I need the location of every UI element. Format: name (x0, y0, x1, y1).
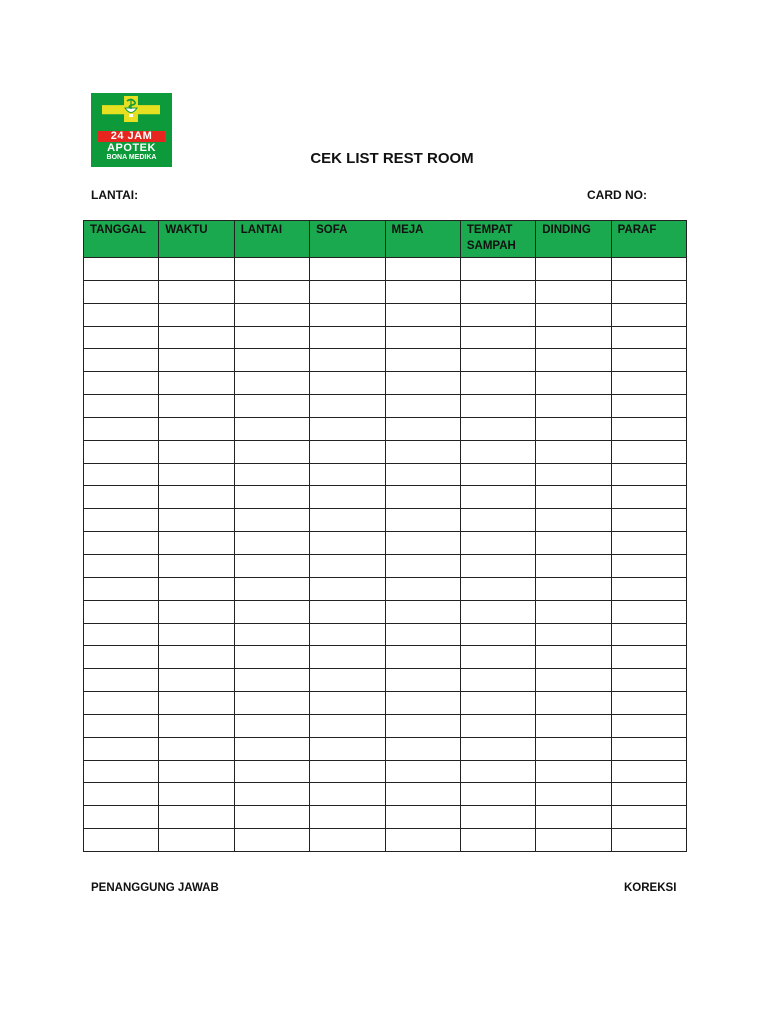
table-cell (611, 554, 686, 577)
table-cell (460, 783, 535, 806)
table-cell (460, 372, 535, 395)
column-header-tanggal: TANGGAL (84, 221, 159, 258)
table-cell (611, 646, 686, 669)
table-cell (159, 349, 234, 372)
table-cell (536, 417, 611, 440)
table-cell (159, 463, 234, 486)
table-cell (234, 509, 309, 532)
table-cell (234, 326, 309, 349)
table-cell (310, 646, 385, 669)
table-cell (536, 692, 611, 715)
table-cell (310, 532, 385, 555)
table-cell (84, 509, 159, 532)
table-cell (234, 280, 309, 303)
table-cell (234, 372, 309, 395)
table-cell (611, 509, 686, 532)
table-cell (84, 783, 159, 806)
table-cell (611, 714, 686, 737)
table-cell (536, 280, 611, 303)
table-cell (159, 783, 234, 806)
table-cell (460, 349, 535, 372)
table-cell (310, 760, 385, 783)
table-row (84, 395, 687, 418)
table-cell (159, 600, 234, 623)
table-cell (536, 349, 611, 372)
table-cell (84, 280, 159, 303)
table-cell (611, 280, 686, 303)
table-cell (310, 783, 385, 806)
table-cell (159, 669, 234, 692)
table-cell (84, 623, 159, 646)
table-cell (84, 395, 159, 418)
table-cell (159, 714, 234, 737)
table-cell (611, 760, 686, 783)
table-row (84, 258, 687, 281)
table-cell (84, 554, 159, 577)
table-cell (611, 692, 686, 715)
table-cell (460, 395, 535, 418)
table-cell (234, 440, 309, 463)
column-header-dinding: DINDING (536, 221, 611, 258)
table-cell (310, 737, 385, 760)
table-cell (84, 417, 159, 440)
table-cell (611, 417, 686, 440)
table-cell (460, 440, 535, 463)
table-row (84, 714, 687, 737)
table-cell (536, 669, 611, 692)
table-cell (310, 806, 385, 829)
logo-apotek-text: APOTEK (107, 142, 156, 154)
table-cell (310, 486, 385, 509)
column-header-waktu: WAKTU (159, 221, 234, 258)
correction-label: KOREKSI (624, 882, 677, 894)
logo-bona-medika-text: BONA MEDIKA (106, 154, 157, 161)
table-cell (611, 600, 686, 623)
table-cell (611, 440, 686, 463)
table-cell (234, 646, 309, 669)
table-cell (611, 783, 686, 806)
table-cell (611, 829, 686, 852)
column-header-paraf: PARAF (611, 221, 686, 258)
table-cell (234, 692, 309, 715)
table-cell (385, 303, 460, 326)
table-cell (611, 669, 686, 692)
table-row (84, 577, 687, 600)
table-cell (310, 463, 385, 486)
table-cell (385, 417, 460, 440)
table-header-row (84, 221, 687, 258)
table-cell (385, 600, 460, 623)
table-cell (234, 554, 309, 577)
table-cell (460, 486, 535, 509)
table-cell (84, 669, 159, 692)
table-row (84, 349, 687, 372)
table-cell (385, 623, 460, 646)
table-cell (536, 714, 611, 737)
table-cell (234, 417, 309, 440)
table-cell (159, 760, 234, 783)
table-cell (460, 303, 535, 326)
table-cell (159, 486, 234, 509)
table-cell (385, 372, 460, 395)
table-cell (159, 417, 234, 440)
table-cell (536, 577, 611, 600)
column-header-sofa: SOFA (310, 221, 385, 258)
table-cell (310, 349, 385, 372)
table-cell (159, 737, 234, 760)
table-cell (84, 486, 159, 509)
table-cell (159, 692, 234, 715)
column-header-lantai: LANTAI (234, 221, 309, 258)
table-cell (536, 258, 611, 281)
table-cell (84, 829, 159, 852)
table-cell (611, 372, 686, 395)
table-cell (611, 258, 686, 281)
table-cell (84, 303, 159, 326)
table-cell (536, 623, 611, 646)
table-cell (310, 829, 385, 852)
table-cell (385, 737, 460, 760)
table-cell (159, 829, 234, 852)
table-cell (536, 760, 611, 783)
table-cell (460, 417, 535, 440)
table-cell (536, 829, 611, 852)
table-cell (385, 646, 460, 669)
table-cell (385, 395, 460, 418)
table-cell (234, 349, 309, 372)
table-cell (385, 280, 460, 303)
table-row (84, 303, 687, 326)
table-cell (159, 280, 234, 303)
table-cell (234, 303, 309, 326)
table-cell (536, 486, 611, 509)
table-cell (385, 692, 460, 715)
table-row (84, 600, 687, 623)
table-cell (460, 692, 535, 715)
table-cell (385, 760, 460, 783)
table-cell (310, 554, 385, 577)
table-cell (84, 806, 159, 829)
table-cell (536, 554, 611, 577)
table-cell (234, 714, 309, 737)
table-cell (460, 829, 535, 852)
table-cell (159, 509, 234, 532)
table-cell (310, 395, 385, 418)
table-cell (84, 372, 159, 395)
table-cell (460, 554, 535, 577)
table-cell (536, 532, 611, 555)
table-cell (234, 783, 309, 806)
table-cell (536, 806, 611, 829)
table-row (84, 783, 687, 806)
table-cell (84, 600, 159, 623)
table-cell (84, 326, 159, 349)
table-cell (385, 486, 460, 509)
table-cell (460, 509, 535, 532)
logo-24-jam-badge: 24 JAM (98, 131, 165, 142)
table-cell (460, 714, 535, 737)
column-header-meja: MEJA (385, 221, 460, 258)
table-cell (234, 737, 309, 760)
table-cell (460, 577, 535, 600)
column-header-tempat-sampah: TEMPAT SAMPAH (460, 221, 535, 258)
table-cell (385, 258, 460, 281)
table-cell (611, 349, 686, 372)
table-cell (234, 258, 309, 281)
floor-field-label: LANTAI: (91, 188, 139, 202)
table-cell (84, 349, 159, 372)
table-cell (310, 623, 385, 646)
table-cell (611, 577, 686, 600)
table-cell (234, 829, 309, 852)
table-cell (84, 692, 159, 715)
table-cell (159, 577, 234, 600)
table-cell (159, 303, 234, 326)
table-cell (536, 303, 611, 326)
table-cell (536, 395, 611, 418)
table-cell (234, 760, 309, 783)
table-cell (310, 509, 385, 532)
table-cell (84, 577, 159, 600)
table-cell (385, 440, 460, 463)
table-cell (536, 463, 611, 486)
table-row (84, 554, 687, 577)
table-cell (310, 258, 385, 281)
table-row (84, 440, 687, 463)
table-cell (460, 806, 535, 829)
table-cell (310, 600, 385, 623)
table-cell (611, 623, 686, 646)
mortar-snake-icon (121, 97, 141, 119)
table-cell (84, 760, 159, 783)
table-cell (460, 326, 535, 349)
table-cell (84, 258, 159, 281)
table-cell (310, 303, 385, 326)
table-cell (385, 577, 460, 600)
table-cell (385, 783, 460, 806)
table-cell (385, 349, 460, 372)
table-cell (460, 669, 535, 692)
table-cell (385, 463, 460, 486)
table-cell (460, 532, 535, 555)
table-cell (84, 463, 159, 486)
person-in-charge-label: PENANGGUNG JAWAB (91, 882, 219, 894)
table-cell (84, 440, 159, 463)
table-cell (385, 326, 460, 349)
table-cell (84, 737, 159, 760)
card-number-field-label: CARD NO: (587, 188, 647, 202)
table-cell (611, 395, 686, 418)
table-cell (310, 417, 385, 440)
table-cell (234, 623, 309, 646)
table-row (84, 280, 687, 303)
table-cell (460, 623, 535, 646)
table-cell (310, 280, 385, 303)
table-row (84, 692, 687, 715)
table-cell (536, 783, 611, 806)
table-cell (159, 646, 234, 669)
table-cell (611, 326, 686, 349)
table-row (84, 463, 687, 486)
table-cell (84, 714, 159, 737)
table-cell (460, 258, 535, 281)
table-cell (234, 395, 309, 418)
table-row (84, 326, 687, 349)
table-row (84, 417, 687, 440)
table-cell (159, 806, 234, 829)
table-cell (536, 509, 611, 532)
table-cell (310, 692, 385, 715)
table-cell (310, 440, 385, 463)
table-cell (611, 486, 686, 509)
table-row (84, 532, 687, 555)
table-cell (310, 326, 385, 349)
table-cell (460, 600, 535, 623)
table-cell (385, 554, 460, 577)
table-row (84, 646, 687, 669)
table-cell (159, 532, 234, 555)
table-cell (536, 326, 611, 349)
table-row (84, 806, 687, 829)
table-cell (159, 440, 234, 463)
table-cell (460, 646, 535, 669)
table-cell (159, 326, 234, 349)
table-cell (159, 372, 234, 395)
table-cell (159, 554, 234, 577)
table-cell (159, 258, 234, 281)
table-cell (310, 372, 385, 395)
table-cell (234, 577, 309, 600)
table-cell (234, 806, 309, 829)
table-cell (310, 669, 385, 692)
table-cell (84, 532, 159, 555)
table-cell (234, 463, 309, 486)
table-cell (385, 669, 460, 692)
table-row (84, 829, 687, 852)
table-cell (460, 463, 535, 486)
table-cell (611, 737, 686, 760)
table-cell (611, 532, 686, 555)
table-cell (460, 737, 535, 760)
table-cell (234, 532, 309, 555)
table-cell (611, 463, 686, 486)
table-cell (536, 372, 611, 395)
table-cell (310, 714, 385, 737)
table-cell (536, 646, 611, 669)
table-cell (536, 440, 611, 463)
table-cell (234, 669, 309, 692)
table-row (84, 760, 687, 783)
table-cell (234, 600, 309, 623)
table-cell (159, 623, 234, 646)
table-cell (385, 829, 460, 852)
page-title: CEK LIST REST ROOM (310, 150, 474, 167)
table-cell (310, 577, 385, 600)
table-cell (611, 303, 686, 326)
table-row (84, 669, 687, 692)
table-cell (84, 646, 159, 669)
table-row (84, 486, 687, 509)
table-row (84, 737, 687, 760)
table-row (84, 372, 687, 395)
table-cell (611, 806, 686, 829)
table-cell (536, 737, 611, 760)
table-row (84, 623, 687, 646)
table-cell (460, 760, 535, 783)
table-row (84, 509, 687, 532)
table-cell (385, 714, 460, 737)
table-cell (234, 486, 309, 509)
table-cell (385, 806, 460, 829)
checklist-table (83, 220, 687, 852)
table-cell (385, 532, 460, 555)
table-cell (536, 600, 611, 623)
table-cell (159, 395, 234, 418)
table-cell (460, 280, 535, 303)
table-cell (385, 509, 460, 532)
